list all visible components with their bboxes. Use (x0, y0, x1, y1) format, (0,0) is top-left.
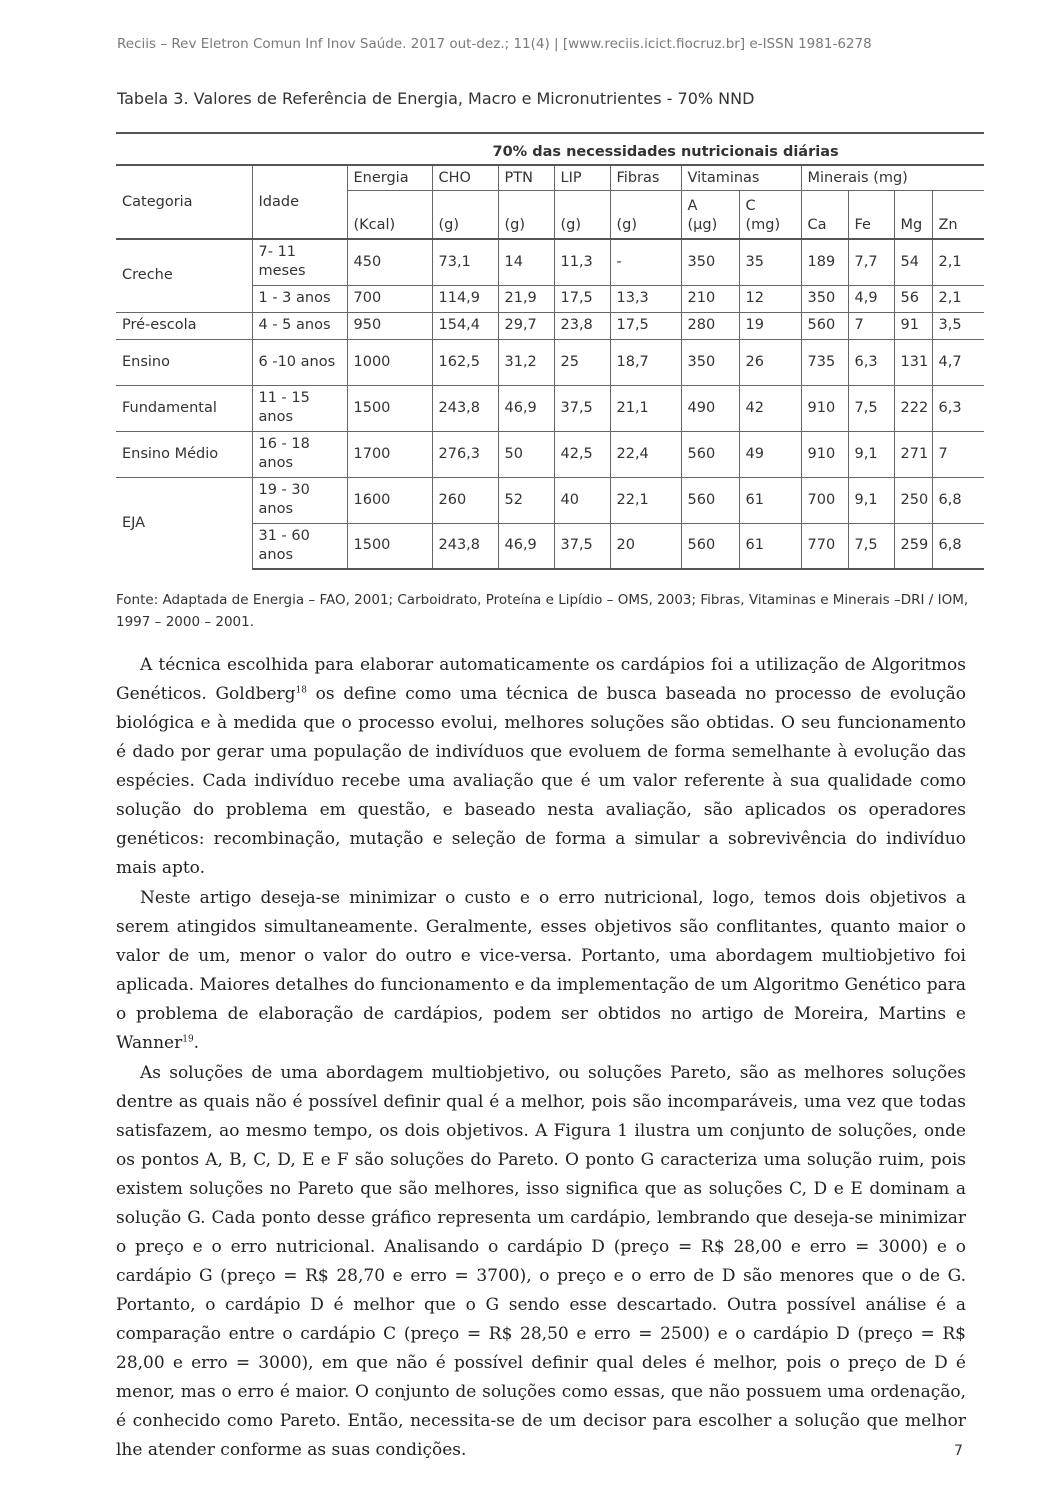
value-cell: 73,1 (432, 239, 498, 285)
category-cell: Creche (116, 239, 252, 312)
value-cell: 910 (801, 385, 848, 431)
value-cell: 21,1 (610, 385, 681, 431)
value-cell: 350 (681, 239, 739, 285)
value-cell: 1500 (347, 523, 432, 569)
age-cell: 6 -10 anos (252, 339, 347, 385)
unit-ptn: (g) (498, 191, 554, 240)
value-cell: 20 (610, 523, 681, 569)
table-row (116, 239, 984, 285)
vit-a-unit: (µg) (687, 217, 718, 233)
value-cell: 7,5 (848, 523, 894, 569)
value-cell: 6,3 (932, 385, 984, 431)
table-row (116, 431, 984, 477)
p1-text-a: A técnica escolhida para elaborar automaticamente os cardápios foi a utilização de Algoritmos Genéticos. Goldberg (116, 655, 966, 704)
value-cell: 162,5 (432, 339, 498, 385)
header-energia: Energia (347, 165, 432, 191)
table-row (116, 385, 984, 431)
value-cell: 54 (894, 239, 932, 285)
value-cell: 250 (894, 477, 932, 523)
age-cell: 16 - 18 anos (252, 431, 347, 477)
header-fibras: Fibras (610, 165, 681, 191)
value-cell: 560 (681, 431, 739, 477)
category-cell: Fundamental (116, 385, 252, 431)
unit-ca: Ca (801, 191, 848, 240)
age-cell: 31 - 60 anos (252, 523, 347, 569)
value-cell: 18,7 (610, 339, 681, 385)
value-cell: 490 (681, 385, 739, 431)
value-cell: 29,7 (498, 312, 554, 339)
value-cell: 9,1 (848, 431, 894, 477)
value-cell: 560 (681, 523, 739, 569)
value-cell: 56 (894, 285, 932, 312)
value-cell: 560 (681, 477, 739, 523)
value-cell: - (610, 239, 681, 285)
value-cell: 42,5 (554, 431, 610, 477)
value-cell: 52 (498, 477, 554, 523)
header-categoria: Categoria (116, 165, 252, 239)
table-caption: Tabela 3. Valores de Referência de Energia, Macro e Micronutrientes - 70% NND (117, 89, 755, 108)
value-cell: 9,1 (848, 477, 894, 523)
value-cell: 46,9 (498, 523, 554, 569)
header-minerais: Minerais (mg) (801, 165, 984, 191)
value-cell: 22,4 (610, 431, 681, 477)
p2-text-b: . (193, 1033, 200, 1053)
value-cell: 50 (498, 431, 554, 477)
value-cell: 700 (801, 477, 848, 523)
unit-vit-c (739, 191, 801, 240)
value-cell: 1600 (347, 477, 432, 523)
value-cell: 22,1 (610, 477, 681, 523)
value-cell: 700 (347, 285, 432, 312)
value-cell: 37,5 (554, 523, 610, 569)
age-cell: 19 - 30 anos (252, 477, 347, 523)
table-banner: 70% das necessidades nutricionais diárias (492, 143, 839, 160)
value-cell: 154,4 (432, 312, 498, 339)
value-cell: 280 (681, 312, 739, 339)
unit-zn: Zn (932, 191, 984, 240)
unit-energia: (Kcal) (347, 191, 432, 240)
value-cell: 17,5 (554, 285, 610, 312)
nutrition-table (116, 140, 984, 570)
value-cell: 260 (432, 477, 498, 523)
value-cell: 7,7 (848, 239, 894, 285)
unit-fe: Fe (848, 191, 894, 240)
value-cell: 1500 (347, 385, 432, 431)
value-cell: 61 (739, 477, 801, 523)
age-cell: 1 - 3 anos (252, 285, 347, 312)
banner-blank (116, 140, 347, 165)
table-top-rule (116, 132, 984, 134)
value-cell: 259 (894, 523, 932, 569)
age-cell: 7- 11 meses (252, 239, 347, 285)
page-number: 7 (954, 1443, 963, 1459)
value-cell: 21,9 (498, 285, 554, 312)
table-source: Fonte: Adaptada de Energia – FAO, 2001; Carboidrato, Proteína e Lipídio – OMS, 2003; Fibras, Vitaminas e Minerais –DRI / IOM, 1997 – 2000 – 2001. (116, 592, 969, 630)
value-cell: 26 (739, 339, 801, 385)
value-cell: 19 (739, 312, 801, 339)
value-cell: 210 (681, 285, 739, 312)
value-cell: 450 (347, 239, 432, 285)
vit-c-label: C (745, 198, 756, 214)
age-cell: 4 - 5 anos (252, 312, 347, 339)
value-cell: 2,1 (932, 239, 984, 285)
table-row (116, 477, 984, 523)
paragraph-3: As soluções de uma abordagem multiobjetivo, ou soluções Pareto, são as melhores soluções dentre as quais não é possível definir qual é a melhor, pois são incomparáveis, uma vez que todas satisfazem, ao mesmo tempo, os dois objetivos. A Figura 1 ilustra um conjunto de soluções, onde os pontos A, B, C, D, E e F são soluções do Pareto. O ponto G caracteriza uma solução ruim, pois existem soluções no Pareto que são melhores, isso significa que as soluções C, D e E dominam a solução G. Cada ponto desse gráfico representa um cardápio, lembrando que deseja-se minimizar o preço e o erro nutricional. Analisando o cardápio D (preço = R$ 28,00 e erro = 3000) e o cardápio G (preço = R$ 28,70 e erro = 3700), o preço e o erro de D são menores que o de G. Portanto, o cardápio D é melhor que o G sendo esse descartado. Outra possível análise é a comparação entre o cardápio C (preço = R$ 28,50 e erro = 2500) e o cardápio D (preço = R$ 28,00 e erro = 3000), em que não é possível definir qual deles é melhor, pois o preço de D é menor, mas o erro é maior. O conjunto de soluções como essas, que não possuem uma ordenação, é conhecido como Pareto. Então, necessita-se de um decisor para escolher a solução que melhor lhe atender conforme as suas condições. (116, 1063, 966, 1460)
value-cell: 243,8 (432, 385, 498, 431)
citation-18: 18 (295, 685, 308, 696)
value-cell: 114,9 (432, 285, 498, 312)
value-cell: 6,8 (932, 523, 984, 569)
value-cell: 4,7 (932, 339, 984, 385)
value-cell: 42 (739, 385, 801, 431)
paragraph-1 (116, 651, 966, 883)
category-cell: EJA (116, 477, 252, 569)
table-banner-row (116, 140, 984, 165)
p1-text-b: os define como uma técnica de busca baseada no processo de evolução biológica e à medida que o processo evolui, melhores soluções são obtidas. O seu funcionamento é dado por gerar uma população de indivíduos que evoluem de forma semelhante à evolução das espécies. Cada indivíduo recebe uma avaliação que é um valor referente à sua qualidade como solução do problema em questão, e baseado nesta avaliação, são aplicados os operadores genéticos: recombinação, mutação e seleção de forma a simular a sobrevivência do indivíduo mais apto. (116, 684, 966, 878)
citation-19: 19 (182, 1034, 194, 1045)
value-cell: 560 (801, 312, 848, 339)
value-cell: 350 (801, 285, 848, 312)
vit-c-unit: (mg) (745, 217, 781, 233)
value-cell: 131 (894, 339, 932, 385)
value-cell: 31,2 (498, 339, 554, 385)
value-cell: 7,5 (848, 385, 894, 431)
value-cell: 91 (894, 312, 932, 339)
value-cell: 4,9 (848, 285, 894, 312)
unit-lip: (g) (554, 191, 610, 240)
value-cell: 243,8 (432, 523, 498, 569)
header-vitaminas: Vitaminas (681, 165, 801, 191)
value-cell: 11,3 (554, 239, 610, 285)
value-cell: 735 (801, 339, 848, 385)
table-header-row (116, 165, 984, 191)
value-cell: 271 (894, 431, 932, 477)
header-ptn: PTN (498, 165, 554, 191)
category-cell: Ensino (116, 339, 252, 385)
vit-a-label: A (687, 198, 698, 214)
value-cell: 14 (498, 239, 554, 285)
value-cell: 7 (848, 312, 894, 339)
unit-cho: (g) (432, 191, 498, 240)
value-cell: 1700 (347, 431, 432, 477)
p2-text-a: Neste artigo deseja-se minimizar o custo e o erro nutricional, logo, temos dois objetivos a serem atingidos simultaneamente. Geralmente, esses objetivos são conflitantes, quanto maior o valor de um, menor o valor do outro e vice-versa. Portanto, uma abordagem multiobjetivo foi aplicada. Maiores detalhes do funcionamento e da implementação de um Algoritmo Genético para o problema de elaboração de cardápios, podem ser obtidos no artigo de Moreira, Martins e Wanner (116, 888, 966, 1053)
value-cell: 276,3 (432, 431, 498, 477)
value-cell: 25 (554, 339, 610, 385)
running-head: Reciis – Rev Eletron Comun Inf Inov Saúde. 2017 out-dez.; 11(4) | [www.reciis.icict.fiocruz.br] e-ISSN 1981-6278 (117, 36, 872, 52)
value-cell: 12 (739, 285, 801, 312)
value-cell: 23,8 (554, 312, 610, 339)
unit-fibras: (g) (610, 191, 681, 240)
table-row (116, 339, 984, 385)
category-cell: Pré-escola (116, 312, 252, 339)
value-cell: 189 (801, 239, 848, 285)
value-cell: 13,3 (610, 285, 681, 312)
value-cell: 61 (739, 523, 801, 569)
unit-mg: Mg (894, 191, 932, 240)
paragraph-2 (116, 884, 966, 1058)
header-idade: Idade (252, 165, 347, 239)
unit-vit-a (681, 191, 739, 240)
value-cell: 7 (932, 431, 984, 477)
value-cell: 35 (739, 239, 801, 285)
value-cell: 40 (554, 477, 610, 523)
value-cell: 222 (894, 385, 932, 431)
value-cell: 770 (801, 523, 848, 569)
value-cell: 1000 (347, 339, 432, 385)
header-lip: LIP (554, 165, 610, 191)
value-cell: 910 (801, 431, 848, 477)
body-text (116, 651, 966, 1466)
value-cell: 49 (739, 431, 801, 477)
value-cell: 37,5 (554, 385, 610, 431)
value-cell: 350 (681, 339, 739, 385)
category-cell: Ensino Médio (116, 431, 252, 477)
value-cell: 6,3 (848, 339, 894, 385)
age-cell: 11 - 15 anos (252, 385, 347, 431)
value-cell: 46,9 (498, 385, 554, 431)
value-cell: 3,5 (932, 312, 984, 339)
value-cell: 17,5 (610, 312, 681, 339)
value-cell: 6,8 (932, 477, 984, 523)
header-cho: CHO (432, 165, 498, 191)
table-row (116, 312, 984, 339)
value-cell: 2,1 (932, 285, 984, 312)
value-cell: 950 (347, 312, 432, 339)
